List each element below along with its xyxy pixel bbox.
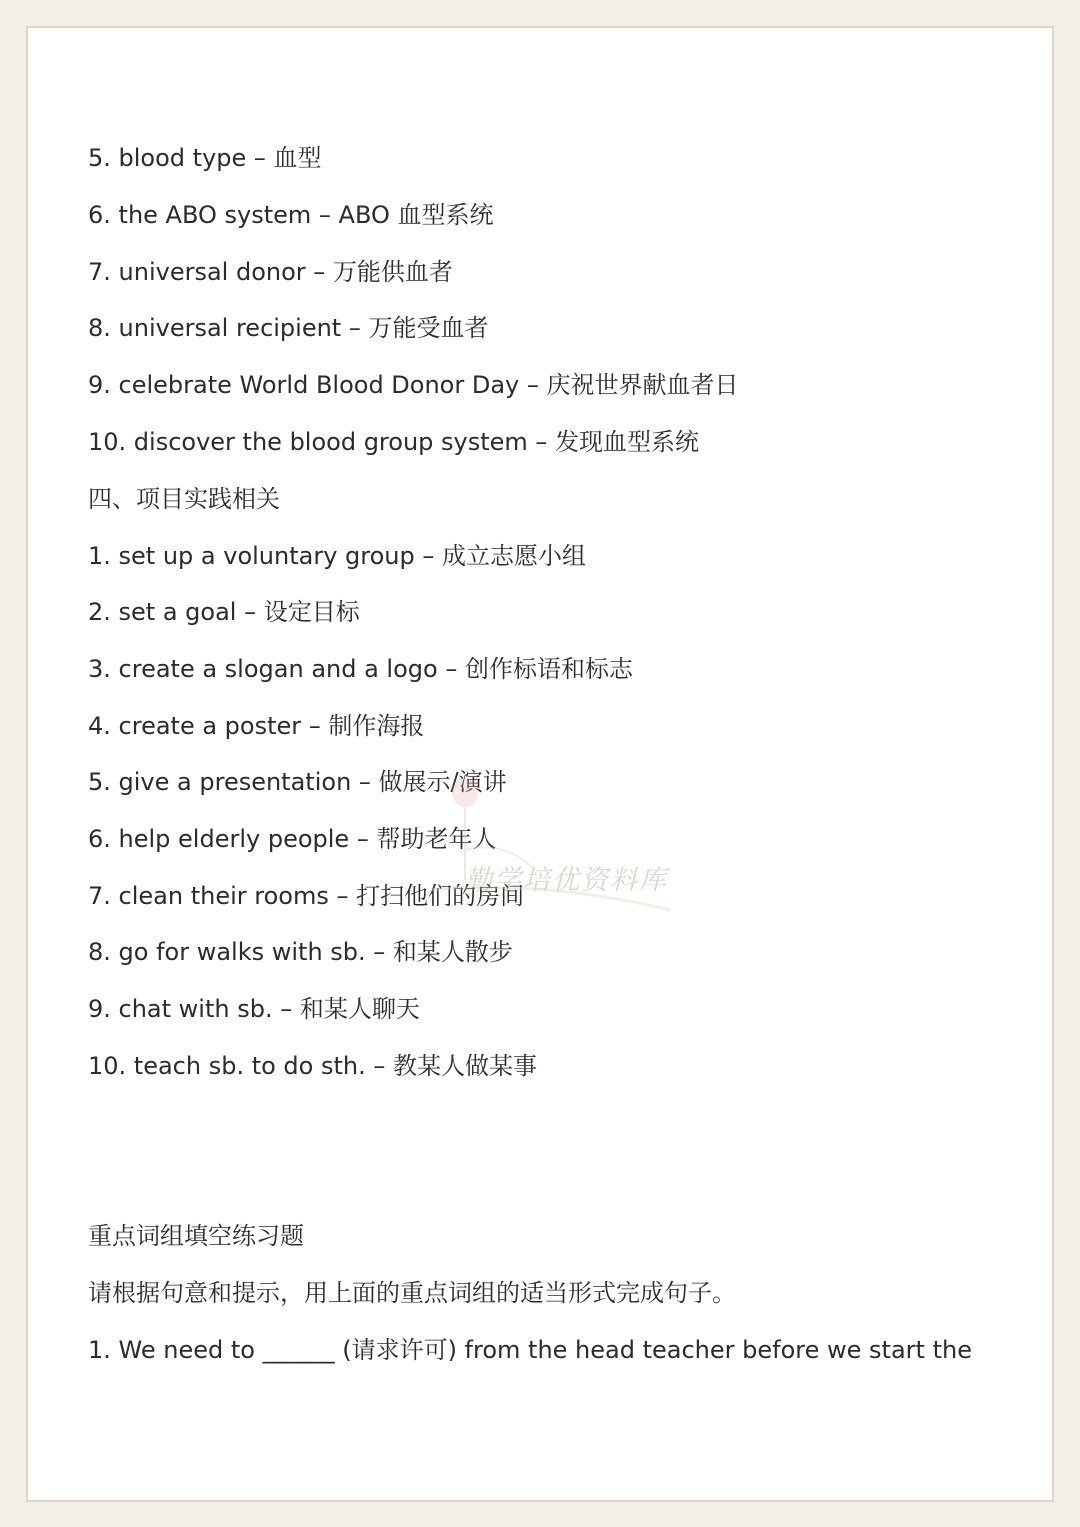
vocab-english: 6. the ABO system – ABO xyxy=(88,201,390,229)
vocab-english: 2. set a goal – xyxy=(88,598,257,626)
vocab-item-4-poster xyxy=(88,710,424,742)
vocab-chinese: 做展示/演讲 xyxy=(378,768,507,796)
vocab-item-10-teach xyxy=(88,1050,537,1082)
vocab-chinese: 万能供血者 xyxy=(332,258,453,286)
vocab-english: 3. create a slogan and a logo – xyxy=(88,655,458,683)
vocab-chinese: 万能受血者 xyxy=(368,314,489,342)
vocab-english: 6. help elderly people – xyxy=(88,825,369,853)
vocab-item-8-universal-recipient xyxy=(88,312,489,344)
vocab-english: 1. set up a voluntary group – xyxy=(88,542,435,570)
vocab-chinese: 创作标语和标志 xyxy=(464,655,633,683)
vocab-chinese: 血型 xyxy=(273,144,322,172)
vocab-item-7-clean-rooms xyxy=(88,880,524,912)
vocab-item-6-elderly-people xyxy=(88,823,496,855)
vocab-english: 9. chat with sb. – xyxy=(88,995,293,1023)
vocab-english: 7. universal donor – xyxy=(88,258,326,286)
exercise-instruction: 请根据句意和提示，用上面的重点词组的适当形式完成句子。 xyxy=(88,1279,736,1307)
vocab-chinese: 和某人聊天 xyxy=(299,995,420,1023)
vocab-item-10-blood-group-system xyxy=(88,426,699,458)
vocab-english: 5. give a presentation – xyxy=(88,768,371,796)
vocab-item-8-go-for-walks xyxy=(88,936,513,968)
vocab-chinese: 帮助老年人 xyxy=(376,825,497,853)
watermark-text: 勤学培优资料库 xyxy=(465,865,668,896)
vocab-item-7-universal-donor xyxy=(88,256,453,288)
vocab-item-2-set-goal xyxy=(88,596,360,628)
vocab-chinese: 成立志愿小组 xyxy=(442,542,587,570)
vocab-item-9-chat xyxy=(88,993,420,1025)
vocab-item-5-blood-type xyxy=(88,142,322,174)
vocab-item-3-slogan-logo xyxy=(88,653,633,685)
vocab-item-6-abo-system xyxy=(88,199,494,231)
vocab-item-9-blood-donor-day xyxy=(88,369,739,401)
vocab-english: 9. celebrate World Blood Donor Day – xyxy=(88,371,539,399)
vocab-chinese: 教某人做某事 xyxy=(393,1052,538,1080)
vocab-chinese: 发现血型系统 xyxy=(555,428,700,456)
exercise-question-1: 1. We need to ______ (请求许可) from the head teacher before we start the xyxy=(88,1336,972,1364)
vocab-english: 10. discover the blood group system – xyxy=(88,428,548,456)
vocab-chinese: 和某人散步 xyxy=(392,938,513,966)
vocab-item-5-presentation xyxy=(88,766,507,798)
vocab-item-1-voluntary-group xyxy=(88,540,586,572)
vocab-chinese: 打扫他们的房间 xyxy=(356,882,525,910)
section-heading-project-practice xyxy=(88,483,280,515)
vocab-chinese: 血型系统 xyxy=(397,201,494,229)
section-heading-text: 四、项目实践相关 xyxy=(88,485,280,513)
exercise-title: 重点词组填空练习题 xyxy=(88,1222,304,1250)
vocab-chinese: 设定目标 xyxy=(263,598,360,626)
vocab-chinese: 庆祝世界献血者日 xyxy=(546,371,739,399)
vocab-chinese: 制作海报 xyxy=(328,712,425,740)
vocab-english: 8. universal recipient – xyxy=(88,314,361,342)
vocab-english: 7. clean their rooms – xyxy=(88,882,349,910)
vocab-english: 8. go for walks with sb. – xyxy=(88,938,386,966)
vocab-english: 10. teach sb. to do sth. – xyxy=(88,1052,386,1080)
vocab-english: 4. create a poster – xyxy=(88,712,321,740)
vocab-english: 5. blood type – xyxy=(88,144,266,172)
